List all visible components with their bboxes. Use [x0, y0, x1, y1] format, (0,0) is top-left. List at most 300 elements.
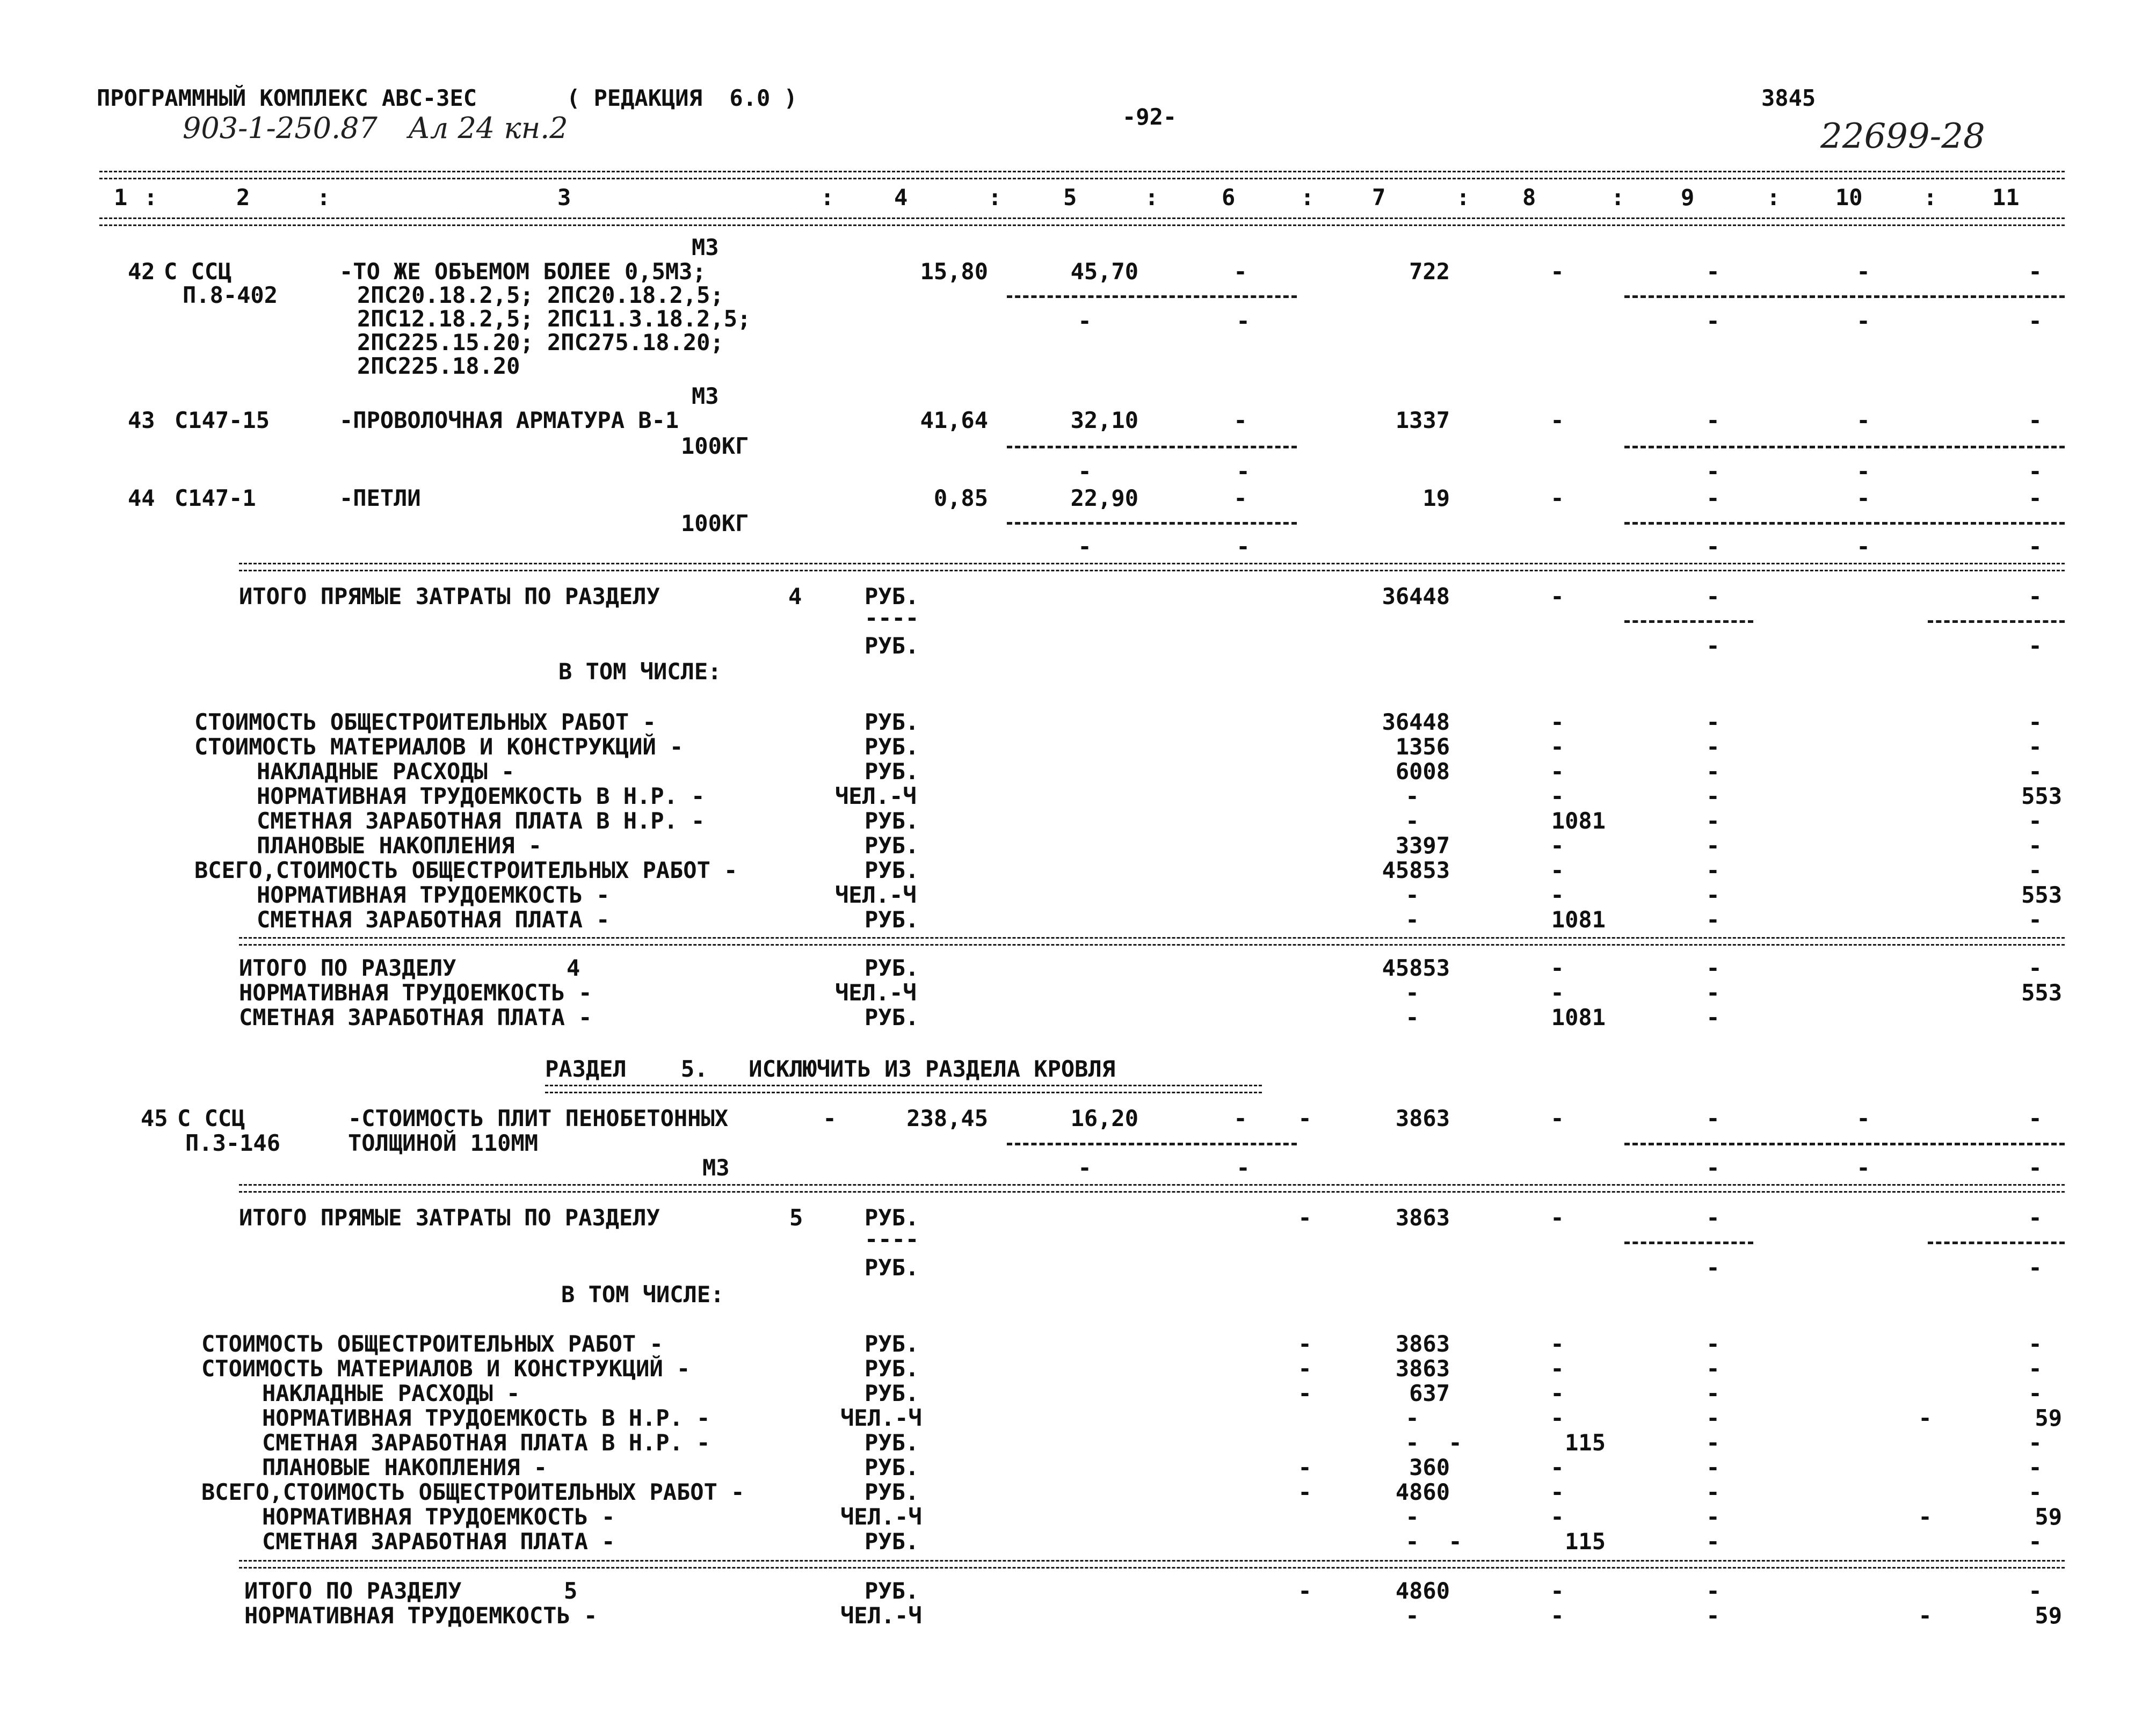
planned-savings-label: ПЛАНОВЫЕ НАКОПЛЕНИЯ - [257, 832, 542, 859]
overhead-value: 6008 [1395, 758, 1450, 785]
section-rule [239, 1560, 2065, 1569]
wages-overhead-value: 1081 [1551, 808, 1606, 834]
empty-cell: - [1706, 832, 1720, 859]
item-unit-price: 45,70 [1070, 258, 1138, 285]
item-code: С147-15 [175, 407, 270, 433]
empty-cell: - [2028, 1380, 2042, 1406]
empty-cell: - [1298, 1105, 1312, 1131]
empty-cell: - [1856, 458, 1870, 484]
col-7: 7 [1372, 184, 1386, 211]
empty-cell: - [2028, 1204, 2042, 1231]
empty-cell: - [1550, 734, 1564, 760]
empty-cell: - [1078, 458, 1092, 484]
item-code: П.8-402 [183, 282, 278, 308]
unit-rub: РУБ. [865, 832, 919, 859]
item-quantity: 238,45 [906, 1105, 988, 1131]
col-separator: : [1767, 184, 1781, 211]
col-separator: : [1611, 184, 1625, 211]
section-total-label: ИТОГО ПО РАЗДЕЛУ [239, 955, 456, 981]
empty-cell: - [1236, 533, 1250, 560]
grand-total-label: ВСЕГО,СТОИМОСТЬ ОБЩЕСТРОИТЕЛЬНЫХ РАБОТ - [201, 1479, 745, 1505]
item-description: -ПЕТЛИ [339, 485, 421, 511]
cell-rule [1928, 1242, 2065, 1244]
unit-man-hours: ЧЕЛ.-Ч [840, 1602, 922, 1629]
cell-rule [1007, 295, 1297, 298]
labor-value: 59 [2035, 1602, 2062, 1629]
item-quantity: 15,80 [920, 258, 988, 285]
col-10: 10 [1835, 184, 1863, 211]
empty-cell: - [1550, 258, 1564, 285]
empty-cell: - [1298, 1578, 1312, 1604]
empty-cell: - [2028, 734, 2042, 760]
empty-cell: - [1706, 808, 1720, 834]
unit-rub: РУБ. [865, 1204, 919, 1231]
empty-cell: - [1233, 485, 1247, 511]
item-description: 2ПС20.18.2,5; 2ПС20.18.2,5; [357, 282, 724, 308]
col-separator: : [1923, 184, 1937, 211]
empty-cell: - [2028, 1155, 2042, 1181]
unit-rub: РУБ. [865, 1004, 919, 1030]
empty-cell: - [1706, 758, 1720, 785]
col-2: 2 [236, 184, 250, 211]
empty-cell: - [1550, 832, 1564, 859]
item-unit: М3 [692, 234, 719, 260]
col-separator: : [317, 184, 331, 211]
empty-cell: - [2028, 1528, 2042, 1555]
cell-rule [1624, 1242, 1753, 1244]
empty-cell: - [1078, 533, 1092, 560]
program-edition: ( РЕДАКЦИЯ 6.0 ) [567, 85, 797, 111]
grand-total-value: 4860 [1395, 1479, 1450, 1505]
section-number: 5 [789, 1204, 803, 1231]
item-description: 2ПС225.18.20 [357, 353, 520, 379]
empty-cell: - [1448, 1429, 1462, 1456]
item-total: 3863 [1395, 1105, 1450, 1131]
item-number: 44 [128, 485, 155, 511]
overhead-value: 637 [1409, 1380, 1450, 1406]
empty-cell: - [2028, 633, 2042, 659]
empty-cell: - [1405, 1004, 1419, 1030]
empty-cell: - [1550, 1578, 1564, 1604]
item-total: 1337 [1395, 407, 1450, 433]
wages-label: СМЕТНАЯ ЗАРАБОТНАЯ ПЛАТА - [257, 906, 610, 933]
materials-label: СТОИМОСТЬ МАТЕРИАЛОВ И КОНСТРУКЦИЙ - [201, 1355, 691, 1382]
empty-cell: - [1550, 882, 1564, 908]
section-rule [239, 1184, 2065, 1193]
empty-cell: - [1706, 1454, 1720, 1480]
overhead-label: НАКЛАДНЫЕ РАСХОДЫ - [262, 1380, 520, 1406]
section-heading: РАЗДЕЛ 5. ИСКЛЮЧИТЬ ИЗ РАЗДЕЛА КРОВЛЯ [545, 1056, 1116, 1082]
labor-value: 553 [2021, 882, 2062, 908]
item-unit: 100КГ [681, 510, 749, 536]
item-description: 2ПС225.15.20; 2ПС275.18.20; [357, 329, 724, 355]
direct-costs-label: ИТОГО ПРЯМЫЕ ЗАТРАТЫ ПО РАЗДЕЛУ [239, 1204, 660, 1231]
empty-cell: - [2028, 1254, 2042, 1281]
labor-label: НОРМАТИВНАЯ ТРУДОЕМКОСТЬ - [244, 1602, 598, 1629]
empty-cell: - [1405, 808, 1419, 834]
col-separator: : [144, 184, 158, 211]
empty-cell: - [2028, 583, 2042, 609]
materials-value: 1356 [1395, 734, 1450, 760]
col-11: 11 [1992, 184, 2020, 211]
empty-cell: - [1233, 258, 1247, 285]
empty-cell: - [1236, 1155, 1250, 1181]
unit-rub: РУБ. [865, 1355, 919, 1382]
empty-cell: - [1550, 1454, 1564, 1480]
including-label: В ТОМ ЧИСЛЕ: [558, 658, 722, 685]
empty-cell: - [1706, 258, 1720, 285]
wages-overhead-value: 115 [1565, 1429, 1606, 1456]
empty-cell: - [1706, 979, 1720, 1006]
labor-value: 59 [2035, 1504, 2062, 1530]
cell-rule [1624, 1143, 2065, 1145]
item-number: 43 [128, 407, 155, 433]
section-total-value: 45853 [1382, 955, 1450, 981]
empty-cell: - [1550, 1105, 1564, 1131]
project-number-handwritten: 903-1-250.87 [183, 111, 378, 145]
item-unit: М3 [692, 383, 719, 409]
empty-cell: - [1856, 308, 1870, 334]
empty-cell: - [1550, 1355, 1564, 1382]
unit-man-hours: ЧЕЛ.-Ч [840, 1504, 922, 1530]
empty-cell: - [2028, 308, 2042, 334]
empty-cell: - [1550, 1479, 1564, 1505]
labor-value: 553 [2021, 979, 2062, 1006]
empty-cell: - [1706, 1155, 1720, 1181]
unit-rub: РУБ. [865, 906, 919, 933]
empty-cell: - [1706, 734, 1720, 760]
grand-total-label: ВСЕГО,СТОИМОСТЬ ОБЩЕСТРОИТЕЛЬНЫХ РАБОТ - [194, 857, 738, 883]
empty-cell: - [1706, 407, 1720, 433]
empty-cell: - [1706, 1355, 1720, 1382]
unit-rub: РУБ. [865, 1429, 919, 1456]
empty-cell: - [2028, 485, 2042, 511]
item-unit-price: 16,20 [1070, 1105, 1138, 1131]
planned-savings-label: ПЛАНОВЫЕ НАКОПЛЕНИЯ - [262, 1454, 548, 1480]
labor-overhead-label: НОРМАТИВНАЯ ТРУДОЕМКОСТЬ В Н.Р. - [262, 1405, 710, 1431]
unit-rub: РУБ. [865, 955, 919, 981]
section-total-value: 4860 [1395, 1578, 1450, 1604]
col-1: 1 [114, 184, 128, 211]
item-number: 45 [141, 1105, 168, 1131]
empty-cell: - [1550, 783, 1564, 809]
col-separator: : [1301, 184, 1315, 211]
empty-cell: - [1298, 1204, 1312, 1231]
empty-cell: - [1405, 1528, 1419, 1555]
empty-cell: - [2028, 458, 2042, 484]
heading-underline [545, 1085, 1262, 1093]
empty-cell: - [1550, 758, 1564, 785]
empty-cell: - [1550, 709, 1564, 735]
col-9: 9 [1681, 184, 1695, 211]
col-4: 4 [894, 184, 908, 211]
empty-cell: - [1550, 857, 1564, 883]
empty-cell: - [1550, 583, 1564, 609]
empty-cell: - [1706, 1602, 1720, 1629]
empty-cell: - [2028, 533, 2042, 560]
empty-cell: - [1405, 1602, 1419, 1629]
empty-cell: - [1550, 1504, 1564, 1530]
empty-cell: - [2028, 955, 2042, 981]
sheet-code: 3845 [1761, 85, 1816, 111]
empty-cell: - [1706, 1429, 1720, 1456]
labor-label: НОРМАТИВНАЯ ТРУДОЕМКОСТЬ - [257, 882, 610, 908]
item-quantity: 0,85 [933, 485, 988, 511]
unit-man-hours: ЧЕЛ.-Ч [840, 1405, 922, 1431]
empty-cell: - [1706, 485, 1720, 511]
empty-cell: - [1550, 1602, 1564, 1629]
empty-cell: - [1918, 1602, 1932, 1629]
empty-cell: - [1550, 1331, 1564, 1357]
unit-rule: ---- [865, 1226, 919, 1252]
item-quantity: 41,64 [920, 407, 988, 433]
empty-cell: - [1856, 1105, 1870, 1131]
general-works-value: 36448 [1382, 709, 1450, 735]
program-name: ПРОГРАММНЫЙ КОМПЛЕКС АВС-ЗЕС [97, 85, 477, 111]
empty-cell: - [1233, 1105, 1247, 1131]
unit-rub: РУБ. [865, 734, 919, 760]
item-unit: М3 [702, 1155, 730, 1181]
general-works-label: СТОИМОСТЬ ОБЩЕСТРОИТЕЛЬНЫХ РАБОТ - [194, 709, 656, 735]
labor-overhead-label: НОРМАТИВНАЯ ТРУДОЕМКОСТЬ В Н.Р. - [257, 783, 705, 809]
item-code: С ССЦ [164, 258, 232, 285]
empty-cell: - [1298, 1479, 1312, 1505]
general-works-label: СТОИМОСТЬ ОБЩЕСТРОИТЕЛЬНЫХ РАБОТ - [201, 1331, 663, 1357]
item-unit-price: 22,90 [1070, 485, 1138, 511]
empty-cell: - [2028, 709, 2042, 735]
empty-cell: - [1706, 1380, 1720, 1406]
empty-cell: - [1856, 1155, 1870, 1181]
empty-cell: - [823, 1105, 837, 1131]
wages-overhead-label: СМЕТНАЯ ЗАРАБОТНАЯ ПЛАТА В Н.Р. - [257, 808, 705, 834]
empty-cell: - [1236, 308, 1250, 334]
empty-cell: - [2028, 1479, 2042, 1505]
section-rule [239, 563, 2065, 571]
empty-cell: - [1405, 979, 1419, 1006]
empty-cell: - [1706, 1105, 1720, 1131]
item-description: -ПРОВОЛОЧНАЯ АРМАТУРА В-1 [339, 407, 679, 433]
planned-savings-value: 360 [1409, 1454, 1450, 1480]
empty-cell: - [1550, 1380, 1564, 1406]
empty-cell: - [2028, 1331, 2042, 1357]
item-description: -ТО ЖЕ ОБЪЕМОМ БОЛЕЕ 0,5М3; [339, 258, 706, 285]
unit-man-hours: ЧЕЛ.-Ч [835, 979, 917, 1006]
unit-rub: РУБ. [865, 857, 919, 883]
empty-cell: - [1550, 955, 1564, 981]
unit-rub: РУБ. [865, 1528, 919, 1555]
wages-value: 1081 [1551, 906, 1606, 933]
col-separator: : [821, 184, 834, 211]
cell-rule [1624, 446, 2065, 448]
empty-cell: - [1706, 633, 1720, 659]
header-rule-bottom [99, 217, 2065, 226]
cell-rule [1928, 620, 2065, 623]
empty-cell: - [1706, 857, 1720, 883]
unit-rub: РУБ. [865, 1380, 919, 1406]
item-total: 19 [1422, 485, 1450, 511]
empty-cell: - [2028, 1578, 2042, 1604]
labor-overhead-value: 59 [2035, 1405, 2062, 1431]
item-description: -СТОИМОСТЬ ПЛИТ ПЕНОБЕТОННЫХ [348, 1105, 729, 1131]
wages-label: СМЕТНАЯ ЗАРАБОТНАЯ ПЛАТА - [239, 1004, 592, 1030]
unit-rub: РУБ. [865, 1454, 919, 1480]
col-5: 5 [1063, 184, 1077, 211]
header-rule-top [99, 171, 2065, 179]
empty-cell: - [1233, 407, 1247, 433]
col-3: 3 [557, 184, 571, 211]
direct-costs-value: 3863 [1395, 1204, 1450, 1231]
empty-cell: - [1706, 783, 1720, 809]
empty-cell: - [1706, 458, 1720, 484]
overhead-label: НАКЛАДНЫЕ РАСХОДЫ - [257, 758, 515, 785]
empty-cell: - [1298, 1454, 1312, 1480]
empty-cell: - [1706, 583, 1720, 609]
cell-rule [1007, 446, 1297, 448]
empty-cell: - [1405, 906, 1419, 933]
empty-cell: - [1706, 1578, 1720, 1604]
unit-rule: ---- [865, 605, 919, 631]
section-total-label: ИТОГО ПО РАЗДЕЛУ [244, 1578, 462, 1604]
unit-rub: РУБ. [865, 583, 919, 609]
empty-cell: - [2028, 758, 2042, 785]
empty-cell: - [1856, 485, 1870, 511]
labor-label: НОРМАТИВНАЯ ТРУДОЕМКОСТЬ - [239, 979, 592, 1006]
wages-value: 115 [1565, 1528, 1606, 1555]
col-separator: : [1145, 184, 1159, 211]
item-unit-price: 32,10 [1070, 407, 1138, 433]
grand-total-value: 45853 [1382, 857, 1450, 883]
empty-cell: - [2028, 258, 2042, 285]
unit-rub: РУБ. [865, 1479, 919, 1505]
section-number: 4 [788, 583, 802, 609]
unit-man-hours: ЧЕЛ.-Ч [835, 882, 917, 908]
empty-cell: - [1298, 1331, 1312, 1357]
empty-cell: - [2028, 906, 2042, 933]
empty-cell: - [1706, 1479, 1720, 1505]
document-number-handwritten: 22699-28 [1820, 117, 1985, 156]
empty-cell: - [2028, 1454, 2042, 1480]
empty-cell: - [1448, 1528, 1462, 1555]
cell-rule [1007, 1143, 1297, 1145]
including-label: В ТОМ ЧИСЛЕ: [561, 1281, 724, 1308]
empty-cell: - [1918, 1405, 1932, 1431]
page-number: -92- [1122, 104, 1177, 130]
empty-cell: - [2028, 1429, 2042, 1456]
empty-cell: - [1405, 1429, 1419, 1456]
empty-cell: - [1550, 407, 1564, 433]
empty-cell: - [1856, 258, 1870, 285]
empty-cell: - [2028, 1105, 2042, 1131]
empty-cell: - [1706, 1331, 1720, 1357]
item-number: 42 [128, 258, 155, 285]
unit-rub: РУБ. [865, 1578, 919, 1604]
empty-cell: - [1078, 1155, 1092, 1181]
empty-cell: - [1706, 1528, 1720, 1555]
empty-cell: - [1706, 1204, 1720, 1231]
unit-rub: РУБ. [865, 808, 919, 834]
empty-cell: - [1706, 882, 1720, 908]
empty-cell: - [1298, 1380, 1312, 1406]
wages-value: 1081 [1551, 1004, 1606, 1030]
section-number: 4 [567, 955, 580, 981]
materials-value: 3863 [1395, 1355, 1450, 1382]
col-6: 6 [1222, 184, 1236, 211]
empty-cell: - [1405, 882, 1419, 908]
wages-overhead-label: СМЕТНАЯ ЗАРАБОТНАЯ ПЛАТА В Н.Р. - [262, 1429, 710, 1456]
empty-cell: - [1405, 1405, 1419, 1431]
unit-rub: РУБ. [865, 633, 919, 659]
empty-cell: - [2028, 832, 2042, 859]
empty-cell: - [2028, 1355, 2042, 1382]
cell-rule [1007, 522, 1297, 525]
section-rule [239, 937, 2065, 946]
empty-cell: - [1405, 783, 1419, 809]
unit-rub: РУБ. [865, 709, 919, 735]
item-unit: 100КГ [681, 433, 749, 459]
empty-cell: - [1706, 1504, 1720, 1530]
cell-rule [1624, 620, 1753, 623]
empty-cell: - [1550, 1405, 1564, 1431]
col-separator: : [1456, 184, 1470, 211]
empty-cell: - [2028, 808, 2042, 834]
wages-label: СМЕТНАЯ ЗАРАБОТНАЯ ПЛАТА - [262, 1528, 615, 1555]
empty-cell: - [1856, 533, 1870, 560]
empty-cell: - [1706, 1405, 1720, 1431]
unit-rub: РУБ. [865, 1331, 919, 1357]
cell-rule [1624, 522, 2065, 525]
item-code: С147-1 [175, 485, 256, 511]
col-separator: : [988, 184, 1002, 211]
album-number-handwritten: Ал 24 кн.2 [408, 111, 568, 145]
empty-cell: - [1918, 1504, 1932, 1530]
col-8: 8 [1522, 184, 1536, 211]
empty-cell: - [1236, 458, 1250, 484]
empty-cell: - [1706, 1004, 1720, 1030]
empty-cell: - [1706, 1254, 1720, 1281]
item-code: П.3-146 [185, 1130, 281, 1156]
item-total: 722 [1409, 258, 1450, 285]
item-description: ТОЛЩИНОЙ 110ММ [348, 1130, 539, 1156]
unit-rub: РУБ. [865, 1254, 919, 1281]
empty-cell: - [1550, 979, 1564, 1006]
labor-label: НОРМАТИВНАЯ ТРУДОЕМКОСТЬ - [262, 1504, 615, 1530]
general-works-value: 3863 [1395, 1331, 1450, 1357]
empty-cell: - [1550, 485, 1564, 511]
cell-rule [1624, 295, 2065, 298]
empty-cell: - [1550, 1204, 1564, 1231]
item-description: 2ПС12.18.2,5; 2ПС11.3.18.2,5; [357, 306, 751, 332]
unit-man-hours: ЧЕЛ.-Ч [835, 783, 917, 809]
section-number: 5 [564, 1578, 578, 1604]
empty-cell: - [1706, 955, 1720, 981]
item-code: С ССЦ [177, 1105, 245, 1131]
empty-cell: - [1706, 709, 1720, 735]
materials-label: СТОИМОСТЬ МАТЕРИАЛОВ И КОНСТРУКЦИЙ - [194, 734, 684, 760]
direct-costs-label: ИТОГО ПРЯМЫЕ ЗАТРАТЫ ПО РАЗДЕЛУ [239, 583, 660, 609]
empty-cell: - [1706, 533, 1720, 560]
empty-cell: - [1856, 407, 1870, 433]
unit-rub: РУБ. [865, 758, 919, 785]
direct-costs-value: 36448 [1382, 583, 1450, 609]
empty-cell: - [2028, 857, 2042, 883]
empty-cell: - [2028, 407, 2042, 433]
empty-cell: - [1706, 308, 1720, 334]
empty-cell: - [1298, 1355, 1312, 1382]
empty-cell: - [1405, 1504, 1419, 1530]
empty-cell: - [1078, 308, 1092, 334]
labor-overhead-value: 553 [2021, 783, 2062, 809]
empty-cell: - [1706, 906, 1720, 933]
